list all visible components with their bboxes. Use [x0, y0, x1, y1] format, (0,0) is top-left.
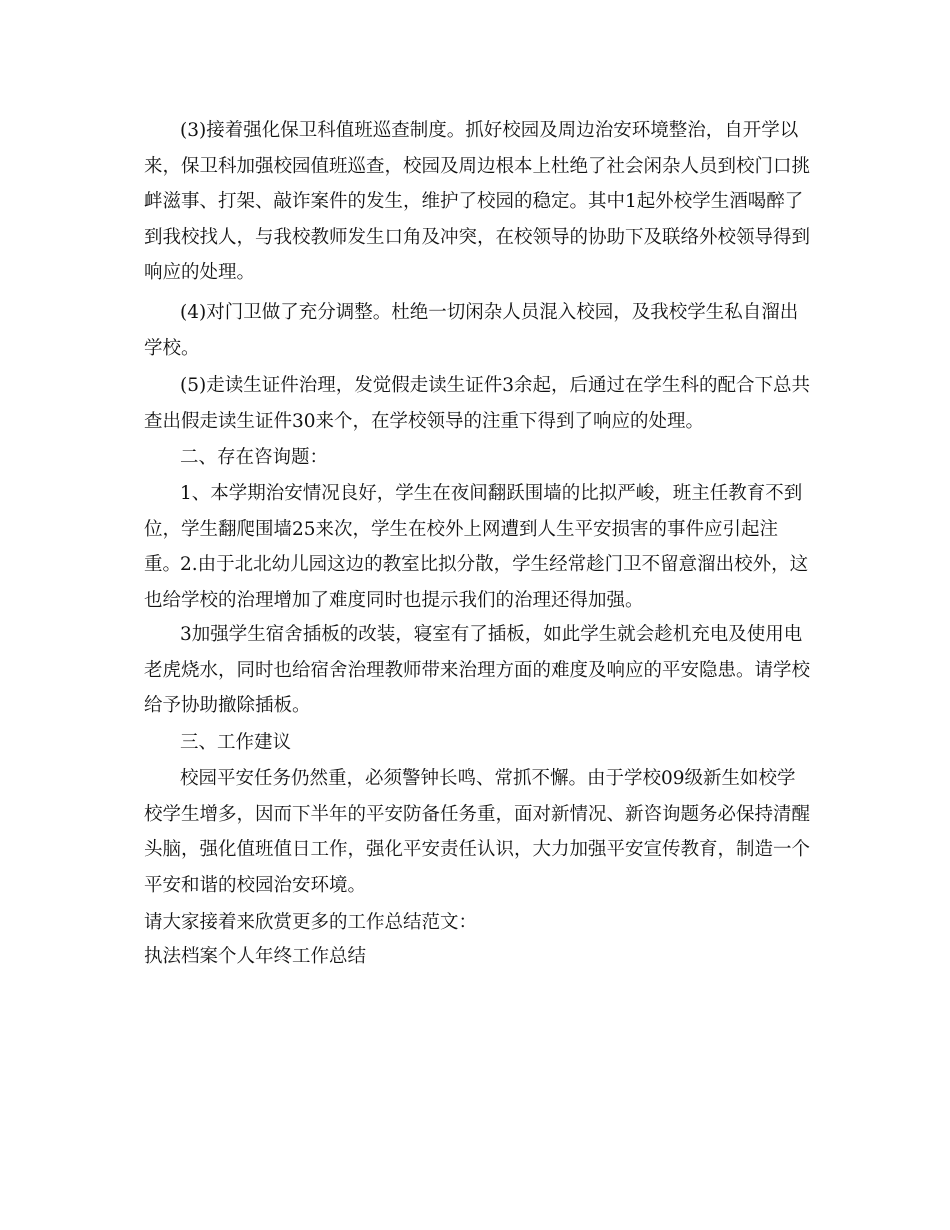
paragraph-problem-3: 3加强学生宿舍插板的改装，寝室有了插板，如此学生就会趁机充电及使用电老虎烧水，同时也给宿舍治理教师带来治理方面的难度及响应的平安隐患。请学校给予协助撤除插板。 [144, 624, 811, 716]
paragraph-gatekeeper: (4)对门卫做了充分调整。杜绝一切闲杂人员混入校园，及我校学生私自溜出学校。 [144, 302, 799, 359]
paragraph-security-patrol: (3)接着强化保卫科值班巡查制度。抓好校园及周边治安环境整治，自开学以来，保卫科加强校园值班巡查，校园及周边根本上杜绝了社会闲杂人员到校门口挑衅滋事、打架、敲诈案件的发生，维护了校园的稳定。其中1起外校学生酒喝醉了到我校找人，与我校教师发生口角及冲突，在校领导的协助下及联络外校领导得到响应的处理。 [144, 120, 811, 283]
paragraph-suggestion: 校园平安任务仍然重，必须警钟长鸣、常抓不懈。由于学校09级新生如校学校学生增多，因而下半年的平安防备任务重，面对新情况、新咨询题务必保持清醒头脑，强化值班值日工作，强化平安责任认识，大力加强平安宣传教育，制造一个平安和谐的校园治安环境。 [144, 768, 811, 896]
paragraph-problem-1: 1、本学期治安情况良好，学生在夜间翻跃围墙的比拟严峻，班主任教育不到位，学生翻爬围墙25来次，学生在校外上网遭到人生平安损害的事件应引起注重。 [144, 483, 803, 575]
paragraph-student-ids: (5)走读生证件治理，发觉假走读生证件3余起，后通过在学生科的配合下总共查出假走读生证件30来个，在学校领导的注重下得到了响应的处理。 [144, 375, 810, 432]
paragraph-problem-2: 2.由于北北幼儿园这边的教室比拟分散，学生经常趁门卫不留意溜出校外，这也给学校的治理增加了难度同时也提示我们的治理还得加强。 [144, 554, 809, 611]
more-examples-note: 请大家接着来欣赏更多的工作总结范文： [144, 912, 478, 933]
related-article-link[interactable]: 执法档案个人年终工作总结 [144, 946, 367, 967]
heading-problems: 二、存在咨询题： [180, 447, 329, 468]
heading-suggestions: 三、工作建议 [180, 732, 292, 753]
